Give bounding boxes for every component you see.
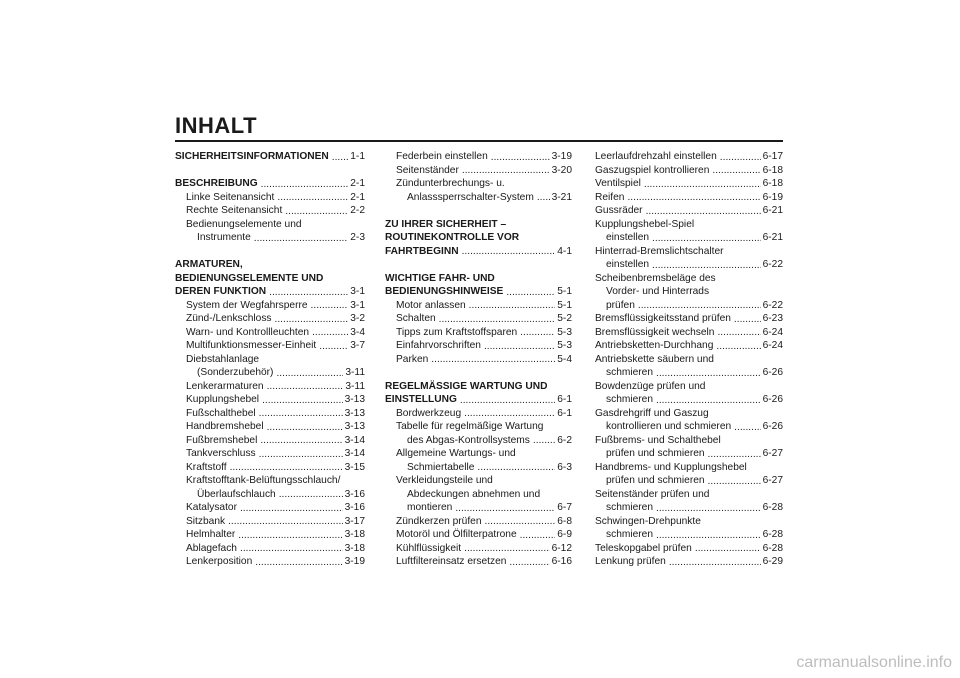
toc-page-number: 5-3 bbox=[557, 340, 572, 351]
toc-heading-line: Allgemeine Wartungs- und bbox=[396, 448, 516, 459]
toc-page-number: 6-27 bbox=[762, 475, 783, 486]
dot-leader bbox=[462, 167, 550, 177]
toc-entry[interactable] bbox=[595, 420, 783, 434]
toc-page-number: 3-14 bbox=[344, 434, 365, 446]
toc-entry-title: Tipps zum Kraftstoffsparen bbox=[396, 326, 518, 338]
toc-entry[interactable] bbox=[175, 191, 365, 205]
toc-entry[interactable] bbox=[175, 393, 365, 407]
toc-entry[interactable] bbox=[595, 326, 783, 340]
toc-entry-title: Fußschalthebel bbox=[186, 407, 256, 419]
dot-leader bbox=[439, 316, 556, 326]
toc-entry-title: schmieren bbox=[606, 502, 653, 513]
toc-page-number: 4-1 bbox=[557, 245, 572, 257]
dot-leader bbox=[712, 167, 760, 177]
toc-entry[interactable] bbox=[175, 231, 365, 245]
toc-entry-title: einstellen bbox=[606, 232, 650, 243]
toc-page-number: 3-21 bbox=[551, 191, 572, 203]
toc-heading-line: Hinterrad-Bremslichtschalter bbox=[595, 245, 724, 257]
dot-leader bbox=[261, 181, 349, 191]
toc-page-number: 3-13 bbox=[344, 407, 365, 419]
toc-entry[interactable] bbox=[175, 515, 365, 529]
toc-page-number: 3-18 bbox=[344, 542, 365, 554]
dot-leader bbox=[506, 289, 555, 299]
toc-entry-title: Lenkung prüfen bbox=[595, 556, 666, 567]
page-title: INHALT bbox=[175, 113, 258, 138]
toc-page-number: 5-4 bbox=[557, 353, 572, 365]
toc-heading-line: Gasdrehgriff und Gaszug bbox=[595, 407, 709, 419]
toc-page-number: 6-27 bbox=[762, 448, 783, 459]
toc-entry[interactable] bbox=[385, 501, 572, 515]
toc-entry[interactable] bbox=[175, 312, 365, 326]
toc-entry[interactable] bbox=[595, 231, 783, 245]
toc-entry[interactable] bbox=[175, 461, 365, 475]
toc-entry[interactable] bbox=[385, 434, 572, 448]
dot-leader bbox=[627, 194, 760, 204]
toc-page-number: 2-3 bbox=[350, 232, 365, 243]
toc-page-number: 3-19 bbox=[551, 151, 572, 162]
toc-entry[interactable] bbox=[385, 150, 572, 164]
toc-entry-title: Zündkerzen prüfen bbox=[396, 515, 482, 527]
toc-entry-title: prüfen und schmieren bbox=[606, 448, 705, 459]
toc-entry[interactable] bbox=[595, 299, 783, 313]
dot-leader bbox=[230, 464, 343, 474]
toc-entry-title: Ventilspiel bbox=[595, 178, 641, 189]
dot-leader bbox=[656, 505, 761, 515]
toc-page-number: 3-20 bbox=[551, 164, 572, 176]
toc-page-number: 3-19 bbox=[344, 556, 365, 567]
toc-spacer bbox=[385, 204, 572, 218]
toc-entry[interactable] bbox=[595, 164, 783, 178]
toc-page-number: 6-26 bbox=[762, 421, 783, 432]
toc-entry[interactable] bbox=[385, 285, 572, 299]
dot-leader bbox=[717, 329, 760, 339]
toc-entry-title: montieren bbox=[407, 502, 453, 513]
toc-entry-title: Überlaufschlauch bbox=[197, 488, 276, 500]
toc-entry[interactable] bbox=[175, 434, 365, 448]
dot-leader bbox=[262, 397, 343, 407]
toc-page-number: 6-9 bbox=[557, 529, 572, 540]
toc-heading-line: Fußbrems- und Schalthebel bbox=[595, 434, 721, 446]
toc-page-number: 5-2 bbox=[557, 313, 572, 324]
toc-heading-line: Scheibenbremsbeläge des bbox=[595, 272, 716, 284]
toc-entry[interactable] bbox=[175, 204, 365, 218]
toc-entry-title: Multifunktionsmesser-Einheit bbox=[186, 340, 317, 351]
toc-entry[interactable] bbox=[175, 420, 365, 434]
dot-leader bbox=[312, 329, 348, 339]
toc-page-number: 5-1 bbox=[557, 299, 572, 311]
toc-entry[interactable] bbox=[175, 339, 365, 353]
dot-leader bbox=[228, 518, 343, 528]
toc-entry-title: schmieren bbox=[606, 394, 653, 405]
toc-page-number: 5-3 bbox=[557, 326, 572, 338]
dot-leader bbox=[267, 424, 343, 434]
toc-entry[interactable] bbox=[385, 326, 572, 340]
dot-leader bbox=[238, 532, 342, 542]
toc-entry-title: Gussräder bbox=[595, 205, 643, 216]
toc-entry-title: EINSTELLUNG bbox=[385, 394, 457, 405]
toc-entry-title: BESCHREIBUNG bbox=[175, 178, 258, 189]
toc-entry[interactable] bbox=[385, 393, 572, 407]
toc-entry-title: einstellen bbox=[606, 259, 650, 270]
dot-leader bbox=[716, 343, 760, 353]
dot-leader bbox=[277, 194, 348, 204]
dot-leader bbox=[255, 559, 342, 569]
toc-entry[interactable] bbox=[595, 177, 783, 191]
toc-page-number: 6-18 bbox=[762, 178, 783, 189]
dot-leader bbox=[259, 410, 343, 420]
toc-entry-title: Lenkerposition bbox=[186, 556, 253, 567]
toc-entry-title: Fußbremshebel bbox=[186, 434, 258, 446]
toc-entry[interactable] bbox=[595, 204, 783, 218]
toc-entry-title: Luftfiltereinsatz ersetzen bbox=[396, 556, 507, 567]
toc-entry[interactable] bbox=[175, 380, 365, 394]
toc-entry[interactable] bbox=[595, 542, 783, 556]
dot-leader bbox=[734, 424, 760, 434]
toc-entry-title: BEDIENUNGSHINWEISE bbox=[385, 286, 504, 297]
toc-entry[interactable] bbox=[385, 461, 572, 475]
dot-leader bbox=[431, 356, 555, 366]
toc-page-number: 3-16 bbox=[344, 488, 365, 500]
toc-entry-title: Bremsflüssigkeit wechseln bbox=[595, 326, 715, 338]
toc-entry-title: Seitenständer bbox=[396, 164, 459, 176]
toc-heading-line: Bowdenzüge prüfen und bbox=[595, 380, 706, 392]
toc-entry-title: schmieren bbox=[606, 367, 653, 378]
dot-leader bbox=[509, 559, 549, 569]
dot-leader bbox=[332, 154, 349, 164]
title-rule bbox=[175, 140, 783, 142]
toc-entry[interactable] bbox=[595, 447, 783, 461]
toc-entry-title: prüfen und schmieren bbox=[606, 475, 705, 486]
dot-leader bbox=[708, 451, 761, 461]
dot-leader bbox=[460, 397, 555, 407]
toc-heading-line: Kraftstofftank-Belüftungsschlauch/ bbox=[186, 475, 341, 486]
toc-column-1 bbox=[175, 150, 365, 569]
toc-page-number: 3-1 bbox=[350, 286, 365, 297]
toc-page-number: 6-21 bbox=[762, 205, 783, 216]
dot-leader bbox=[455, 505, 555, 515]
toc-entry-title: System der Wegfahrsperre bbox=[186, 299, 308, 311]
toc-entry[interactable] bbox=[175, 528, 365, 542]
toc-entry[interactable] bbox=[175, 447, 365, 461]
toc-page-number: 3-13 bbox=[344, 394, 365, 405]
toc-entry[interactable] bbox=[175, 555, 365, 569]
toc-entry[interactable] bbox=[385, 515, 572, 529]
toc-page-number: 6-22 bbox=[762, 299, 783, 311]
toc-entry-title: Tankverschluss bbox=[186, 448, 256, 459]
toc-page-number: 3-11 bbox=[345, 380, 365, 392]
dot-leader bbox=[477, 464, 555, 474]
toc-entry-title: Motor anlassen bbox=[396, 299, 466, 311]
toc-entry-title: Schmiertabelle bbox=[407, 461, 475, 473]
dot-leader bbox=[533, 437, 555, 447]
dot-leader bbox=[269, 289, 348, 299]
toc-page-number: 3-4 bbox=[350, 326, 365, 338]
toc-entry-title: Sitzbank bbox=[186, 515, 226, 527]
dot-leader bbox=[260, 437, 342, 447]
toc-entry[interactable] bbox=[595, 258, 783, 272]
toc-entry[interactable] bbox=[385, 312, 572, 326]
toc-entry[interactable] bbox=[175, 285, 365, 299]
toc-heading-line: Bedienungselemente und bbox=[186, 218, 302, 230]
toc-entry-title: Teleskopgabel prüfen bbox=[595, 542, 692, 554]
dot-leader bbox=[254, 235, 348, 245]
toc-page-number: 6-17 bbox=[762, 151, 783, 162]
toc-entry[interactable] bbox=[595, 393, 783, 407]
toc-entry[interactable] bbox=[595, 339, 783, 353]
dot-leader bbox=[644, 181, 761, 191]
dot-leader bbox=[708, 478, 761, 488]
toc-page-number: 6-23 bbox=[762, 313, 783, 324]
toc-column-2 bbox=[385, 150, 572, 569]
dot-leader bbox=[652, 262, 761, 272]
toc-entry-title: Einfahrvorschriften bbox=[396, 340, 481, 351]
dot-leader bbox=[646, 208, 761, 218]
dot-leader bbox=[491, 154, 550, 164]
toc-heading-line: Schwingen-Drehpunkte bbox=[595, 515, 701, 527]
dot-leader bbox=[656, 370, 761, 380]
toc-entry-title: Ablagefach bbox=[186, 542, 237, 554]
toc-entry-title: Instrumente bbox=[197, 232, 251, 243]
toc-heading-line: Antriebskette säubern und bbox=[595, 353, 714, 365]
toc-page-number: 5-1 bbox=[557, 286, 572, 297]
toc-heading-line: Zündunterbrechungs- u. bbox=[396, 178, 505, 189]
toc-entry-title: Kühlflüssigkeit bbox=[396, 542, 462, 554]
toc-entry[interactable] bbox=[595, 150, 783, 164]
toc-page-number: 2-2 bbox=[350, 205, 365, 216]
dot-leader bbox=[484, 343, 555, 353]
toc-page-number: 3-1 bbox=[350, 299, 365, 311]
dot-leader bbox=[279, 491, 343, 501]
dot-leader bbox=[275, 316, 349, 326]
toc-entry[interactable] bbox=[175, 366, 365, 380]
toc-spacer bbox=[385, 366, 572, 380]
toc-entry[interactable] bbox=[595, 191, 783, 205]
toc-page-number: 6-8 bbox=[557, 515, 572, 527]
dot-leader bbox=[669, 559, 761, 569]
toc-page-number: 6-19 bbox=[762, 191, 783, 203]
toc-entry[interactable] bbox=[595, 501, 783, 515]
toc-heading-line: REGELMÄSSIGE WARTUNG UND bbox=[385, 380, 548, 392]
toc-page-number: 6-7 bbox=[557, 502, 572, 513]
toc-entry[interactable] bbox=[385, 542, 572, 556]
toc-page-number: 6-29 bbox=[762, 556, 783, 567]
toc-entry-title: Leerlaufdrehzahl einstellen bbox=[595, 151, 717, 162]
toc-entry[interactable] bbox=[385, 245, 572, 259]
dot-leader bbox=[652, 235, 761, 245]
toc-heading-line: WICHTIGE FAHR- UND bbox=[385, 272, 495, 284]
dot-leader bbox=[240, 505, 343, 515]
toc-entry-title: Rechte Seitenansicht bbox=[186, 205, 283, 216]
toc-entry[interactable] bbox=[595, 555, 783, 569]
toc-page-number: 6-18 bbox=[762, 164, 783, 176]
toc-page-number: 6-28 bbox=[762, 502, 783, 513]
toc-page-number: 6-3 bbox=[557, 461, 572, 473]
toc-heading-line: Abdeckungen abnehmen und bbox=[407, 488, 541, 500]
toc-heading-line: ARMATUREN, bbox=[175, 259, 243, 270]
toc-entry-title: Gaszugspiel kontrollieren bbox=[595, 164, 710, 176]
toc-entry[interactable] bbox=[385, 353, 572, 367]
toc-entry[interactable] bbox=[175, 407, 365, 421]
toc-page-number: 6-22 bbox=[762, 259, 783, 270]
toc-page-number: 6-1 bbox=[557, 407, 572, 419]
toc-entry-title: Lenkerarmaturen bbox=[186, 380, 264, 392]
toc-entry[interactable] bbox=[385, 407, 572, 421]
toc-entry[interactable] bbox=[175, 299, 365, 313]
toc-heading-line: Verkleidungsteile und bbox=[396, 475, 493, 486]
toc-entry-title: Linke Seitenansicht bbox=[186, 191, 275, 203]
toc-entry[interactable] bbox=[385, 191, 572, 205]
dot-leader bbox=[464, 545, 549, 555]
dot-leader bbox=[469, 302, 556, 312]
toc-page-number: 3-14 bbox=[344, 448, 365, 459]
toc-entry-title: Antriebsketten-Durchhang bbox=[595, 340, 714, 351]
dot-leader bbox=[464, 410, 555, 420]
toc-entry[interactable] bbox=[175, 488, 365, 502]
toc-entry-title: Federbein einstellen bbox=[396, 151, 488, 162]
toc-spacer bbox=[175, 245, 365, 259]
toc-page-number: 6-26 bbox=[762, 367, 783, 378]
toc-spacer bbox=[175, 164, 365, 178]
toc-entry[interactable] bbox=[595, 312, 783, 326]
toc-entry-title: Schalten bbox=[396, 313, 436, 324]
toc-entry-title: Warn- und Kontrollleuchten bbox=[186, 326, 310, 338]
toc-entry-title: kontrollieren und schmieren bbox=[606, 421, 732, 432]
watermark: carmanualsonline.info bbox=[796, 654, 952, 671]
toc-heading-line: Kupplungshebel-Spiel bbox=[595, 218, 695, 230]
toc-page-number: 3-18 bbox=[344, 529, 365, 540]
toc-page-number: 3-13 bbox=[344, 421, 365, 432]
toc-entry-title: Handbremshebel bbox=[186, 421, 264, 432]
dot-leader bbox=[319, 343, 348, 353]
toc-entry-title: Katalysator bbox=[186, 502, 237, 513]
toc-entry[interactable] bbox=[175, 326, 365, 340]
toc-entry-title: Parken bbox=[396, 353, 429, 365]
toc-heading-line: BEDIENUNGSELEMENTE UND bbox=[175, 272, 324, 284]
toc-entry-title: (Sonderzubehör) bbox=[197, 367, 274, 378]
toc-entry-title: Motoröl und Ölfilterpatrone bbox=[396, 529, 517, 540]
toc-entry[interactable] bbox=[175, 150, 365, 164]
toc-entry[interactable] bbox=[175, 177, 365, 191]
toc-page-number: 6-24 bbox=[762, 326, 783, 338]
dot-leader bbox=[520, 532, 556, 542]
toc-entry-title: SICHERHEITSINFORMATIONEN bbox=[175, 151, 329, 162]
dot-leader bbox=[276, 370, 343, 380]
toc-entry-title: Kupplungshebel bbox=[186, 394, 260, 405]
toc-page-number: 6-1 bbox=[557, 394, 572, 405]
toc-entry[interactable] bbox=[175, 501, 365, 515]
toc-page-number: 3-17 bbox=[344, 515, 365, 527]
toc-entry-title: Reifen bbox=[595, 191, 625, 203]
toc-heading-line: Vorder- und Hinterrads bbox=[606, 286, 710, 297]
dot-leader bbox=[520, 329, 555, 339]
dot-leader bbox=[695, 545, 761, 555]
toc-entry-title: des Abgas-Kontrollsystems bbox=[407, 434, 530, 446]
toc-heading-line: Seitenständer prüfen und bbox=[595, 488, 710, 500]
toc-entry[interactable] bbox=[385, 299, 572, 313]
toc-entry-title: FAHRTBEGINN bbox=[385, 245, 459, 257]
toc-heading-line: ZU IHRER SICHERHEIT – bbox=[385, 218, 507, 230]
toc-page-number: 6-24 bbox=[762, 340, 783, 351]
dot-leader bbox=[656, 397, 761, 407]
toc-page-number: 3-15 bbox=[344, 461, 365, 473]
toc-page-number: 6-21 bbox=[762, 232, 783, 243]
toc-page-number: 3-2 bbox=[350, 313, 365, 324]
toc-entry-title: DEREN FUNKTION bbox=[175, 286, 267, 297]
toc-page-number: 6-26 bbox=[762, 394, 783, 405]
toc-entry[interactable] bbox=[595, 366, 783, 380]
toc-entry[interactable] bbox=[385, 528, 572, 542]
toc-entry[interactable] bbox=[595, 474, 783, 488]
dot-leader bbox=[638, 302, 761, 312]
toc-heading-line: ROUTINEKONTROLLE VOR bbox=[385, 232, 520, 243]
dot-leader bbox=[259, 451, 343, 461]
toc-page-number: 6-2 bbox=[557, 434, 572, 446]
toc-entry[interactable] bbox=[175, 542, 365, 556]
toc-spacer bbox=[385, 258, 572, 272]
toc-entry-title: Zünd-/Lenkschloss bbox=[186, 313, 272, 324]
toc-column-3 bbox=[595, 150, 783, 569]
toc-entry-title: Helmhalter bbox=[186, 529, 236, 540]
toc-entry[interactable] bbox=[385, 555, 572, 569]
dot-leader bbox=[656, 532, 761, 542]
toc-entry-title: Anlasssperrschalter-System bbox=[407, 191, 534, 203]
toc-entry[interactable] bbox=[595, 528, 783, 542]
toc-page-number: 3-7 bbox=[350, 340, 365, 351]
toc-entry-title: Bordwerkzeug bbox=[396, 407, 462, 419]
toc-entry[interactable] bbox=[385, 339, 572, 353]
dot-leader bbox=[240, 545, 343, 555]
toc-entry-title: schmieren bbox=[606, 529, 653, 540]
toc-page-number: 3-11 bbox=[345, 367, 365, 378]
dot-leader bbox=[537, 194, 550, 204]
toc-heading-line: Diebstahlanlage bbox=[186, 353, 260, 365]
toc-heading-line: Tabelle für regelmäßige Wartung bbox=[396, 421, 544, 432]
toc-page-number: 6-16 bbox=[551, 556, 572, 567]
toc-entry-title: prüfen bbox=[606, 299, 635, 311]
toc-page-number: 2-1 bbox=[350, 191, 365, 203]
toc-page-number: 2-1 bbox=[350, 178, 365, 189]
dot-leader bbox=[720, 154, 761, 164]
toc-entry[interactable] bbox=[385, 164, 572, 178]
toc-page-number: 1-1 bbox=[350, 151, 365, 162]
dot-leader bbox=[267, 383, 344, 393]
toc-heading-line: Handbrems- und Kupplungshebel bbox=[595, 461, 747, 473]
toc-page-number: 6-28 bbox=[762, 542, 783, 554]
dot-leader bbox=[311, 302, 349, 312]
toc-entry-title: Kraftstoff bbox=[186, 461, 227, 473]
toc-page-number: 3-16 bbox=[344, 502, 365, 513]
dot-leader bbox=[485, 518, 556, 528]
toc-page-number: 6-12 bbox=[551, 542, 572, 554]
dot-leader bbox=[462, 248, 556, 258]
toc-page-number: 6-28 bbox=[762, 529, 783, 540]
dot-leader bbox=[734, 316, 761, 326]
dot-leader bbox=[285, 208, 348, 218]
toc-entry-title: Bremsflüssigkeitsstand prüfen bbox=[595, 313, 731, 324]
